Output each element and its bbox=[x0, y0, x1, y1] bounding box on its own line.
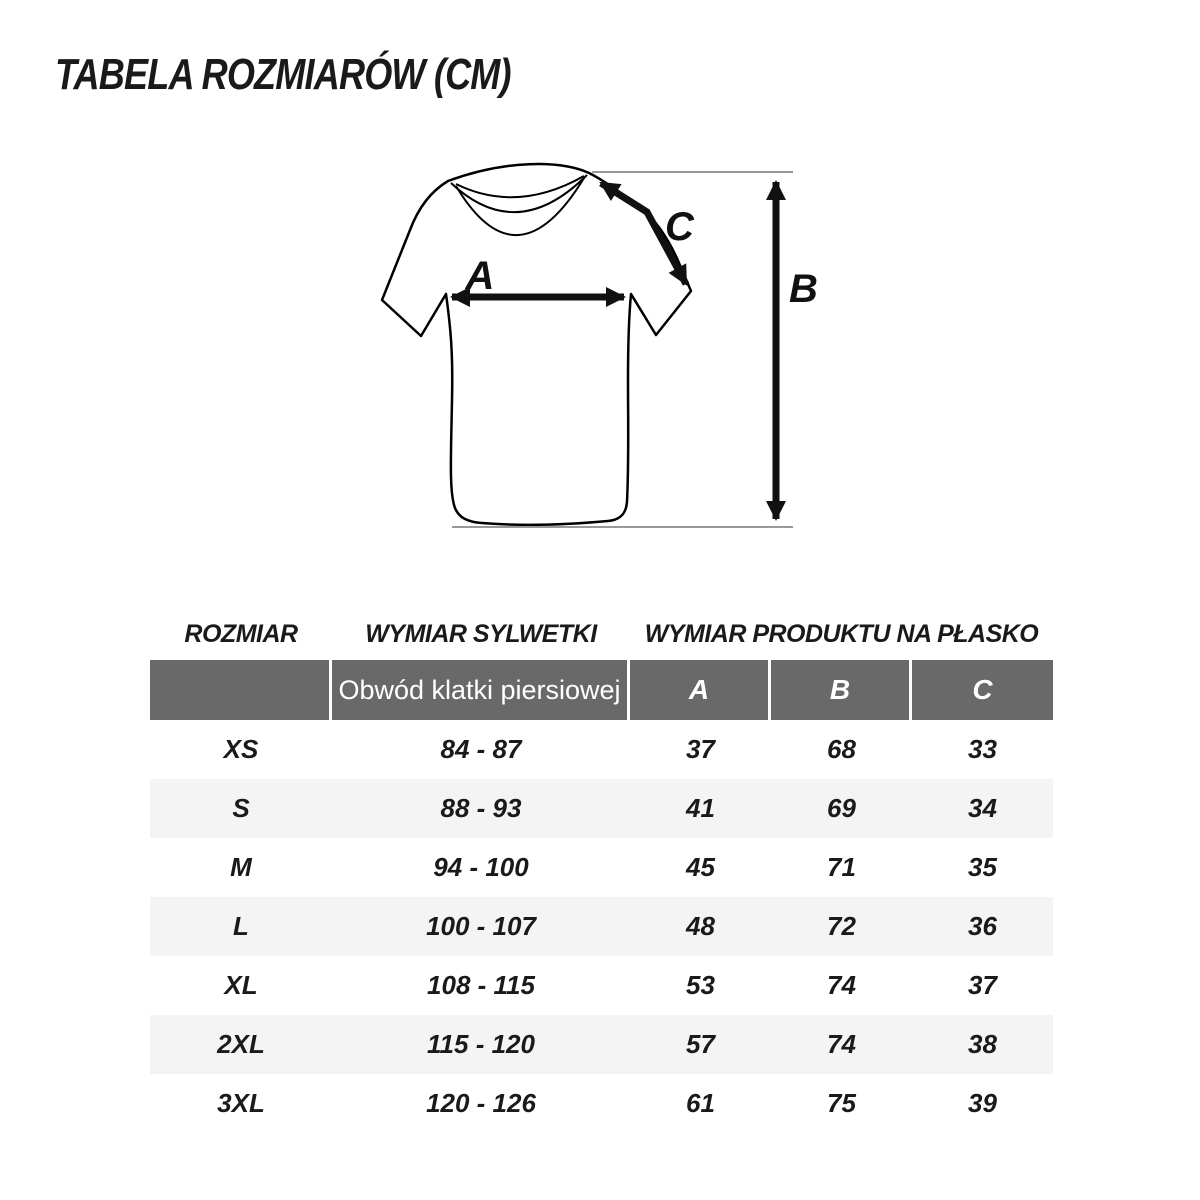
group-header-wymiar-sylwetki: WYMIAR SYLWETKI bbox=[365, 619, 597, 648]
page-title: TABELA ROZMIARÓW (CM) bbox=[55, 50, 511, 99]
col-a-cell: 41 bbox=[686, 793, 715, 823]
col-c-cell: 34 bbox=[968, 793, 997, 823]
table-group-header-row bbox=[150, 608, 1053, 660]
table-row-l bbox=[150, 897, 1053, 956]
col-b-cell: 74 bbox=[827, 1029, 856, 1059]
col-b-cell: 69 bbox=[827, 793, 856, 823]
group-header-wymiar-produktu: WYMIAR PRODUKTU NA PŁASKO bbox=[644, 619, 1039, 648]
size-cell: 2XL bbox=[217, 1029, 265, 1059]
col-c-cell: 36 bbox=[968, 911, 997, 941]
col-a-cell: 48 bbox=[686, 911, 715, 941]
size-cell: L bbox=[233, 911, 249, 941]
table-row-3xl bbox=[150, 1074, 1053, 1133]
chest-cell: 84 - 87 bbox=[440, 734, 522, 764]
chest-cell: 88 - 93 bbox=[440, 793, 522, 823]
table-row-xs bbox=[150, 720, 1053, 779]
chest-cell: 120 - 126 bbox=[426, 1088, 536, 1118]
chest-cell: 94 - 100 bbox=[433, 852, 529, 882]
size-cell: M bbox=[230, 852, 252, 882]
chest-cell: 108 - 115 bbox=[427, 970, 535, 1000]
size-cell: XS bbox=[223, 734, 259, 764]
header-c-cell: C bbox=[912, 660, 1053, 720]
size-cell: 3XL bbox=[217, 1088, 265, 1118]
col-b-cell: 71 bbox=[827, 852, 856, 882]
col-a-cell: 53 bbox=[686, 970, 715, 1000]
col-c-cell: 35 bbox=[968, 852, 997, 882]
measure-b-label: B bbox=[789, 267, 818, 311]
group-header-rozmiar: ROZMIAR bbox=[184, 619, 298, 648]
col-c-cell: 33 bbox=[968, 734, 997, 764]
col-c-cell: 37 bbox=[968, 970, 997, 1000]
col-a-cell: 61 bbox=[686, 1088, 715, 1118]
table-row-s bbox=[150, 779, 1053, 838]
size-cell: XL bbox=[224, 970, 258, 1000]
size-cell: S bbox=[232, 793, 250, 823]
col-b-cell: 74 bbox=[827, 970, 856, 1000]
col-b-cell: 68 bbox=[827, 734, 856, 764]
chest-cell: 115 - 120 bbox=[427, 1029, 535, 1059]
header-a-cell: A bbox=[630, 660, 771, 720]
col-b-cell: 72 bbox=[827, 911, 856, 941]
tshirt-outline bbox=[382, 164, 691, 525]
header-size-cell bbox=[150, 660, 332, 720]
col-c-cell: 38 bbox=[968, 1029, 997, 1059]
col-a-cell: 57 bbox=[686, 1029, 715, 1059]
table-header-row bbox=[150, 660, 1053, 720]
header-b-cell: B bbox=[771, 660, 912, 720]
col-a-cell: 45 bbox=[686, 852, 715, 882]
col-b-cell: 75 bbox=[827, 1088, 856, 1118]
header-chest-cell: Obwód klatki piersiowej bbox=[332, 660, 630, 720]
table-row-2xl bbox=[150, 1015, 1053, 1074]
measure-c-label: C bbox=[665, 205, 694, 249]
col-a-cell: 37 bbox=[686, 734, 715, 764]
measure-a-label: A bbox=[465, 254, 495, 298]
chest-cell: 100 - 107 bbox=[426, 911, 536, 941]
size-table bbox=[150, 608, 1053, 1133]
table-row-m bbox=[150, 838, 1053, 897]
col-c-cell: 39 bbox=[968, 1088, 997, 1118]
table-row-xl bbox=[150, 956, 1053, 1015]
